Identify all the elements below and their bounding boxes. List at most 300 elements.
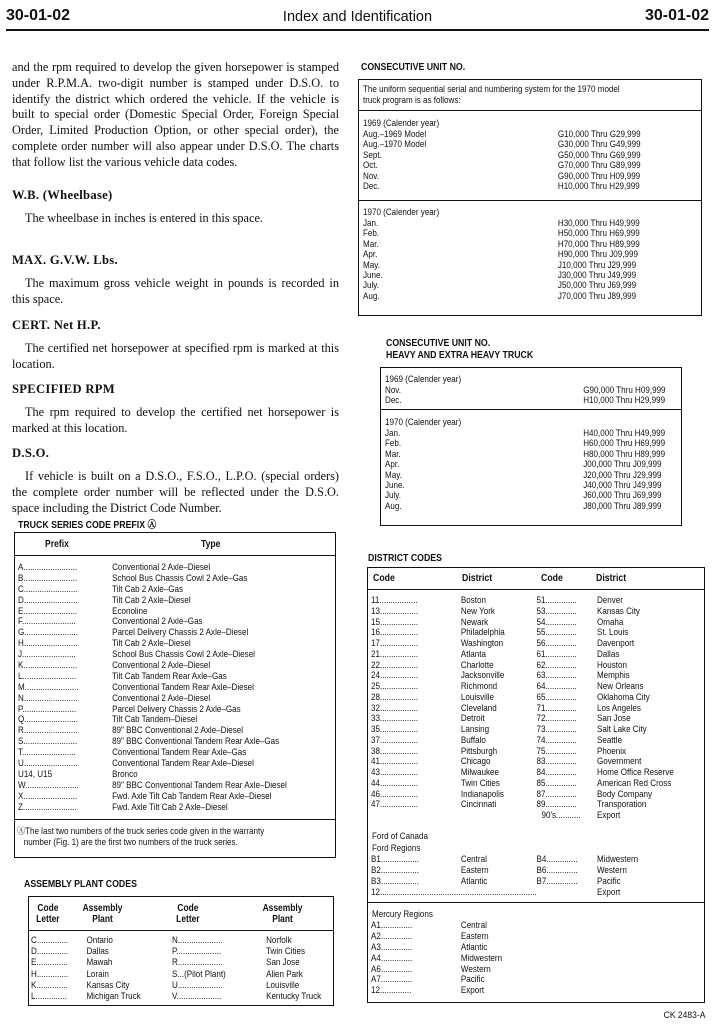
district-code: 74..............: [536, 734, 577, 746]
section-heading-cert: CERT. Net H.P.: [12, 318, 101, 332]
district-code: B6..............: [536, 865, 578, 876]
district-name: Oklahoma City: [596, 691, 650, 703]
district-name: Midwestern: [596, 854, 639, 865]
district-name: Philadelphia: [460, 627, 505, 639]
district-name: Indianapolis: [460, 788, 504, 800]
prefix-type: Tilt Cab 2 Axle–Diesel: [112, 638, 191, 650]
serial-range: H80,000 Thru H89,999: [583, 448, 666, 460]
assembly-h-code-2b: Letter: [176, 914, 200, 925]
table-row: [18, 595, 283, 606]
heavy-title: [386, 338, 533, 362]
district-name: Seattle: [596, 734, 623, 746]
table-row: [371, 627, 650, 638]
district-code: 21.................: [371, 648, 419, 660]
prefix-code: W........................: [18, 779, 79, 791]
assembly-h-code-1b: Code: [177, 903, 199, 914]
table-row: [31, 957, 154, 968]
district-name: Kansas City: [596, 605, 640, 617]
district-code: 90's...........: [541, 810, 581, 821]
truck-series-title-text: TRUCK SERIES CODE PREFIX: [18, 520, 146, 531]
consecutive-rule-2: [359, 200, 701, 201]
prefix-code: E........................: [18, 605, 78, 617]
consecutive-g1-title: 1969 (Calender year): [363, 118, 440, 129]
plant-name: Michigan Truck: [86, 990, 141, 1002]
district-code: 24.................: [371, 670, 419, 682]
month-label: June.: [363, 269, 383, 281]
district-name: Richmond: [460, 681, 498, 692]
district-code: 37.................: [371, 734, 419, 746]
district-code: 13.................: [371, 605, 419, 617]
month-label: May.: [363, 259, 380, 271]
month-label: Mar.: [385, 448, 401, 460]
serial-range: J40,000 Thru J49,999: [583, 479, 662, 491]
district-name: Government: [596, 756, 642, 768]
district-name: Twin Cities: [460, 777, 500, 789]
table-row: [371, 617, 650, 628]
ford-canada-label: [372, 831, 428, 854]
serial-range: J30,000 Thru J49,999: [557, 269, 637, 281]
table-row: [371, 964, 650, 975]
district-code: 65..............: [536, 691, 577, 703]
table-row: [371, 920, 650, 931]
table-row: [363, 150, 645, 160]
table-row: [31, 980, 154, 991]
section-body-gvw: The maximum gross vehicle weight in pounds is recorded in this space.: [12, 276, 339, 306]
district-code: 53..............: [536, 605, 577, 617]
district-name: Memphis: [596, 670, 630, 682]
prefix-code: U........................: [18, 758, 78, 770]
table-row: [18, 606, 283, 617]
district-name: Atlantic: [460, 876, 488, 887]
district-code: 33.................: [371, 713, 419, 725]
serial-range: H10,000 Thru H29,999: [583, 395, 666, 407]
district-name: Eastern: [460, 865, 489, 876]
intro-paragraph: and the rpm required to develop the given horsepower is stamped under R.P.M.A. two-digit number is stamped under D.S.O. to identify the district which ordered the vehicle. If the vehicle is built to special order (Domestic Special Order, Foreign Special Order, Limited Production Option, or other special order), the complete order number will also appear under D.S.O. The charts that follow list the various vehicle data codes.: [12, 60, 339, 169]
month-label: July.: [363, 280, 379, 292]
heavy-title-1: CONSECUTIVE UNIT NO.: [386, 338, 491, 349]
district-name: Lansing: [460, 724, 490, 735]
district-name: New York: [460, 605, 495, 617]
table-row: [371, 595, 650, 606]
prefix-type: Econoline: [112, 605, 148, 617]
prefix-type: Conventional 2 Axle–Diesel: [112, 660, 211, 672]
table-row: [371, 638, 650, 649]
district-code: 35.................: [371, 724, 419, 735]
table-row: [385, 490, 662, 502]
table-row: [371, 660, 650, 671]
district-name: San Jose: [596, 713, 631, 725]
district-name: Western: [460, 963, 491, 975]
district-name: Central: [460, 854, 487, 865]
plant-code: P....................: [172, 946, 222, 958]
table-row: [363, 291, 645, 301]
table-row: [18, 627, 283, 638]
header-rule: [6, 29, 709, 31]
district-name: Newark: [460, 616, 489, 628]
district-code: 15.................: [371, 616, 419, 628]
plant-name: Dallas: [86, 946, 109, 958]
serial-range: J10,000 Thru J29,999: [557, 259, 637, 271]
assembly-h-plant-2: Plant: [92, 914, 113, 925]
table-row: [371, 735, 650, 746]
month-label: Aug.–1969 Model: [363, 129, 427, 140]
district-name: Export: [460, 985, 485, 997]
district-code: 71..............: [536, 702, 577, 714]
prefix-code: D........................: [18, 594, 78, 606]
district-h-district-2: District: [596, 573, 627, 584]
district-code: A1..............: [371, 920, 413, 931]
district-code: B4..............: [536, 854, 578, 865]
table-row: [172, 946, 308, 957]
district-name: Atlantic: [460, 941, 488, 953]
month-label: June.: [385, 479, 405, 491]
serial-range: H70,000 Thru H89,999: [557, 238, 640, 250]
district-name: Boston: [460, 595, 486, 606]
serial-range: G90,000 Thru H09,999: [583, 385, 666, 396]
table-row: [18, 714, 283, 725]
table-row: [363, 239, 645, 249]
prefix-code: Q........................: [18, 714, 79, 726]
prefix-type: Conventional 2 Axle–Gas: [112, 616, 203, 628]
month-label: Apr.: [385, 459, 400, 471]
district-name: Salt Lake City: [596, 724, 647, 735]
prefix-type: Parcel Delivery Chassis 2 Axle–Diesel: [112, 627, 249, 639]
table-row: [371, 692, 650, 703]
assembly-h-code-right: [175, 903, 201, 925]
plant-code: E..............: [31, 957, 68, 969]
plant-code: H..............: [31, 968, 69, 980]
prefix-type: Conventional Tandem Rear Axle–Diesel: [112, 758, 254, 770]
table-row: [18, 616, 283, 627]
district-name: Cincinnati: [460, 799, 497, 811]
district-name: Export: [596, 810, 621, 821]
district-code: 25.................: [371, 681, 419, 692]
district-name: Phoenix: [596, 745, 627, 757]
district-name: Buffalo: [460, 734, 486, 746]
prefix-type: Conventional Tandem Rear Axle–Diesel: [112, 681, 254, 693]
table-row: [371, 810, 650, 821]
district-code: 85..............: [536, 777, 577, 789]
table-row: [371, 854, 650, 865]
prefix-code: M........................: [18, 681, 79, 693]
district-code: 55..............: [536, 627, 577, 639]
table-row: [363, 129, 645, 139]
district-name: Body Company: [596, 788, 653, 800]
district-code: 73..............: [536, 724, 577, 735]
table-row: [363, 139, 645, 149]
table-row: [363, 181, 645, 191]
heavy-g2-title: 1970 (Calender year): [385, 417, 462, 428]
table-row: [31, 991, 154, 1002]
circled-a-mark: Ⓐ: [147, 520, 157, 531]
section-heading-wb: W.B. (Wheelbase): [12, 188, 113, 202]
plant-code: L..............: [31, 990, 67, 1002]
district-name: Omaha: [596, 616, 624, 628]
plant-name: Lorain: [86, 968, 109, 980]
assembly-h-plant-1b: Assembly: [262, 903, 303, 914]
table-row: [172, 969, 308, 980]
table-row: [18, 802, 283, 813]
district-name: Los Angeles: [596, 702, 641, 714]
table-row: [371, 746, 650, 757]
table-row: [18, 638, 283, 649]
prefix-type: Tilt Cab Tandem Rear Axle–Gas: [112, 670, 227, 682]
table-row: [18, 671, 283, 682]
district-code: 44.................: [371, 777, 419, 789]
plant-name: Ontario: [86, 935, 113, 946]
district-code: 47.................: [371, 799, 419, 811]
district-h-district-1: District: [462, 573, 493, 584]
table-row: [18, 693, 283, 704]
serial-range: H90,000 Thru J09,999: [557, 249, 638, 261]
heavy-g1-rows: [385, 385, 679, 406]
month-label: May.: [385, 469, 402, 481]
district-name: New Orleans: [596, 681, 644, 692]
table-row: [18, 682, 283, 693]
district-name: Dallas: [596, 648, 620, 660]
table-row: [18, 758, 283, 769]
table-row: [385, 500, 662, 512]
prefix-code: G........................: [18, 627, 79, 639]
prefix-code: K........................: [18, 660, 78, 672]
table-row: [18, 649, 283, 660]
table-row: [371, 974, 650, 985]
district-code: 87..............: [536, 788, 577, 800]
prefix-type: Fwd. Axle Tilt Cab 2 Axle–Diesel: [112, 801, 228, 813]
district-code: B1.................: [371, 854, 419, 865]
district-code: B7..............: [536, 876, 578, 887]
serial-range: G70,000 Thru G89,999: [557, 160, 641, 172]
truck-series-header-rule: [15, 555, 335, 556]
serial-range: J80,000 Thru J89,999: [583, 500, 662, 512]
district-name: St. Louis: [596, 627, 629, 639]
district-code: 16.................: [371, 627, 419, 639]
prefix-type: Bronco: [112, 768, 138, 780]
district-code: A6..............: [371, 963, 413, 975]
serial-range: J00,000 Thru J09,999: [583, 459, 662, 471]
plant-code: R....................: [172, 957, 223, 969]
district-name: Pacific: [596, 876, 621, 887]
plant-code: N....................: [172, 935, 223, 946]
district-name: Central: [460, 920, 487, 931]
prefix-code: C........................: [18, 583, 78, 595]
prefix-code: J........................: [18, 649, 76, 661]
table-row: [363, 160, 645, 170]
section-body-dso: If vehicle is built on a D.S.O., F.S.O., L.P.O. (special orders) the complete order number will be reflected under the D.S.O. space including the District Code Number.: [12, 469, 339, 515]
plant-name: Louisville: [266, 979, 300, 991]
table-row: [371, 777, 672, 789]
month-label: Oct.: [363, 160, 378, 172]
prefix-code: U14, U15: [18, 768, 53, 780]
assembly-h-plant-1: Assembly: [82, 903, 123, 914]
table-row: [363, 228, 645, 238]
district-name: Detroit: [460, 713, 485, 725]
month-label: Apr.: [363, 249, 378, 261]
consecutive-intro-1: The uniform sequential serial and numbering system for the 1970 model: [363, 84, 620, 95]
table-row: [18, 584, 283, 595]
district-code: A3..............: [371, 941, 413, 953]
prefix-type: 89" BBC Conventional Tandem Rear Axle–Diesel: [112, 779, 287, 791]
district-rule-2: [368, 902, 704, 903]
table-row: [371, 953, 650, 964]
truck-series-table: [14, 532, 336, 858]
district-code: 12..............: [371, 985, 412, 997]
table-row: [172, 990, 322, 1002]
district-name: Pittsburgh: [460, 745, 498, 757]
ford-canada-1: Ford of Canada: [372, 831, 429, 842]
district-rows: [371, 595, 703, 821]
prefix-code: L........................: [18, 670, 77, 682]
table-row: [371, 799, 650, 810]
district-h-code-2: Code: [541, 573, 563, 584]
district-code: 61..............: [536, 648, 577, 660]
section-body-rpm: The rpm required to develop the certified net horsepower is marked at this location.: [12, 405, 339, 435]
table-row: [385, 448, 666, 460]
consecutive-title: CONSECUTIVE UNIT NO.: [361, 62, 466, 73]
table-row: [31, 935, 154, 946]
consecutive-box: [358, 79, 702, 316]
heavy-g2-rows: [385, 428, 679, 511]
district-code: 38.................: [371, 745, 419, 757]
district-code: 41.................: [371, 756, 419, 768]
prefix-code: Z........................: [18, 801, 77, 813]
consecutive-g1-rows: [363, 129, 699, 191]
month-label: Dec.: [385, 395, 402, 407]
prefix-code: X........................: [18, 790, 78, 802]
table-row: [363, 249, 645, 259]
serial-range: G90,000 Thru H09,999: [557, 170, 641, 182]
table-row: [371, 724, 650, 735]
page-number-right: 30-01-02: [644, 7, 709, 24]
page-number-left: 30-01-02: [6, 7, 71, 24]
district-code: 32.................: [371, 702, 419, 714]
table-row: [385, 438, 666, 450]
prefix-type: School Bus Chassis Cowl 2 Axle–Diesel: [112, 649, 255, 661]
table-row: [371, 670, 650, 681]
consecutive-g2-title: 1970 (Calender year): [363, 207, 440, 218]
table-row: [18, 769, 283, 780]
district-name: Export: [596, 887, 621, 898]
plant-code: K..............: [31, 979, 68, 991]
prefix-code: S........................: [18, 736, 78, 748]
truck-series-note-line1: The last two numbers of the truck series code given in the warranty: [25, 826, 265, 837]
district-header-rule: [368, 589, 704, 590]
district-code: A2..............: [371, 930, 413, 942]
ford-region-rows: [371, 854, 703, 898]
district-name: Louisville: [460, 691, 495, 703]
circled-a-icon: Ⓐ: [17, 826, 26, 837]
district-name: Denver: [596, 595, 623, 606]
plant-name: Alien Park: [266, 968, 303, 980]
month-label: Nov.: [385, 385, 401, 396]
table-row: [385, 459, 662, 471]
heavy-g1-title: 1969 (Calender year): [385, 374, 462, 385]
district-name: Pacific: [460, 974, 485, 986]
district-title: DISTRICT CODES: [368, 553, 443, 564]
district-name: Atlanta: [460, 648, 486, 660]
table-row: [18, 562, 283, 573]
table-row: [371, 756, 650, 767]
district-code: 51..............: [536, 595, 577, 606]
prefix-type: School Bus Chassis Cowl 2 Axle–Gas: [112, 572, 248, 584]
district-code: 17.................: [371, 638, 419, 649]
district-code: 89..............: [536, 799, 577, 811]
table-row: [371, 606, 650, 617]
table-row: [18, 725, 283, 736]
table-row: [385, 385, 666, 396]
truck-series-note: [17, 826, 264, 848]
mercury-label: Mercury Regions: [372, 909, 433, 920]
serial-range: J60,000 Thru J69,999: [583, 490, 662, 502]
assembly-title: ASSEMBLY PLANT CODES: [24, 879, 137, 890]
prefix-code: A........................: [18, 562, 78, 573]
prefix-type: 89" BBC Conventional 2 Axle–Diesel: [112, 725, 244, 737]
footer-code: CK 2483-A: [663, 1010, 705, 1021]
consecutive-rule-1: [359, 110, 701, 111]
serial-range: J50,000 Thru J69,999: [557, 280, 637, 292]
plant-code: U....................: [172, 979, 223, 991]
table-row: [31, 946, 154, 957]
consecutive-intro: [363, 84, 620, 106]
table-row: [371, 713, 650, 724]
prefix-type: Conventional Tandem Rear Axle–Gas: [112, 747, 247, 759]
prefix-code: T........................: [18, 747, 76, 759]
section-heading-dso: D.S.O.: [12, 446, 50, 460]
prefix-type: Conventional 2 Axle–Diesel: [112, 562, 211, 573]
serial-range: G10,000 Thru G29,999: [557, 129, 641, 140]
serial-range: H40,000 Thru H49,999: [583, 428, 666, 439]
section-heading-rpm: SPECIFIED RPM: [12, 382, 115, 396]
district-code: 64..............: [536, 681, 577, 692]
table-row: [371, 931, 650, 942]
district-code: 84..............: [536, 767, 577, 778]
table-row: [18, 736, 283, 747]
prefix-type: Tilt Cab Tandem–Diesel: [112, 714, 198, 726]
truck-series-note-line2: number (Fig. 1) are the first two numbers of the truck series.: [23, 837, 238, 848]
consecutive-g2-rows: [363, 218, 699, 301]
plant-name: San Jose: [266, 957, 300, 969]
table-row: [371, 788, 653, 800]
section-heading-gvw: MAX. G.V.W. Lbs.: [12, 253, 118, 267]
section-body-cert: The certified net horsepower at specified rpm is marked at this location.: [12, 341, 339, 371]
plant-code: S...(Pilot Plant): [172, 968, 226, 980]
heavy-box: [380, 367, 682, 526]
district-code: 43.................: [371, 767, 419, 778]
district-code: A4..............: [371, 952, 413, 964]
serial-range: H10,000 Thru H29,999: [557, 180, 640, 192]
district-name: Chicago: [460, 756, 491, 768]
district-code: 46.................: [371, 788, 419, 800]
table-row: [363, 260, 645, 270]
prefix-code: F........................: [18, 616, 76, 628]
assembly-right-rows: [172, 935, 334, 1002]
serial-range: G50,000 Thru G69,999: [557, 149, 641, 161]
prefix-type: Parcel Delivery Chassis 2 Axle–Gas: [112, 703, 241, 715]
prefix-type: Tilt Cab 2 Axle–Diesel: [112, 594, 191, 606]
district-name: Eastern: [460, 930, 489, 942]
district-code: B2.................: [371, 865, 419, 876]
assembly-left-rows: [31, 935, 177, 1002]
consecutive-intro-2: truck program is as follows:: [363, 95, 461, 106]
table-row: [371, 887, 650, 898]
page-title: Index and Identification: [282, 9, 433, 25]
plant-code: V....................: [172, 990, 222, 1002]
district-name: Milwaukee: [460, 767, 499, 778]
district-code: 11.................: [371, 595, 418, 606]
district-name: Charlotte: [460, 659, 494, 671]
table-row: [385, 428, 666, 439]
table-row: [18, 791, 283, 802]
